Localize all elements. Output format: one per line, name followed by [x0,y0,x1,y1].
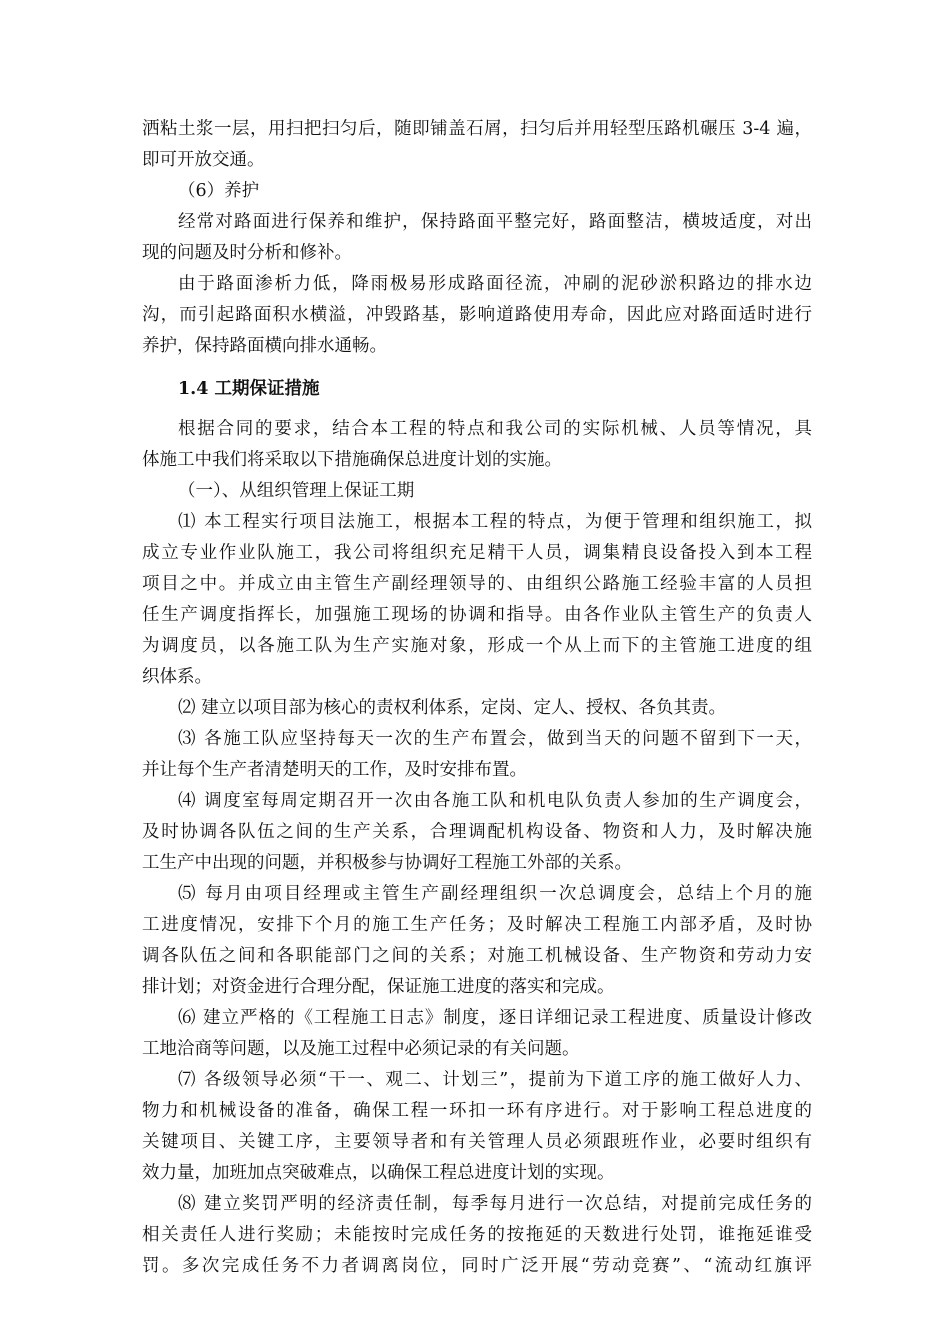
paragraph-line: ⑶ 各施工队应坚持每天一次的生产布置会，做到当天的问题不留到下一天， [178,729,812,749]
paragraph-line: 为调度员，以各施工队为生产实施对象，形成一个从上而下的主管施工进度的组 [142,636,812,656]
paragraph-line: （一）、从组织管理上保证工期 [178,481,415,501]
paragraph-line: 排计划；对资金进行合理分配，保证施工进度的落实和完成。 [142,977,615,997]
paragraph-line: 成立专业作业队施工，我公司将组织充足精干人员，调集精良设备投入到本工程 [142,543,812,563]
paragraph-line: 体施工中我们将采取以下措施确保总进度计划的实施。 [142,450,562,470]
paragraph-line: ⑷ 调度室每周定期召开一次由各施工队和机电队负责人参加的生产调度会， [178,791,812,811]
paragraph-line: ⑺ 各级领导必须“干一、观二、计划三”，提前为下道工序的施工做好人力、 [178,1070,812,1090]
section-heading: 1.4 工期保证措施 [178,379,320,399]
paragraph-line: 养护，保持路面横向排水通畅。 [142,336,387,356]
paragraph-line: ⑻ 建立奖罚严明的经济责任制，每季每月进行一次总结，对提前完成任务的 [178,1194,812,1214]
paragraph-line: 及时协调各队伍之间的生产关系，合理调配机构设备、物资和人力，及时解决施 [142,822,812,842]
document-body [142,114,812,1282]
paragraph-line: 项目之中。并成立由主管生产副经理领导的、由组织公路施工经验丰富的人员担 [142,574,812,594]
paragraph-line: 经常对路面进行保养和维护，保持路面平整完好，路面整洁，横坡适度，对出 [178,212,812,232]
paragraph-line: 相关责任人进行奖励；未能按时完成任务的按拖延的天数进行处罚，谁拖延谁受 [142,1225,812,1245]
paragraph-line: ⑵ 建立以项目部为核心的责权利体系，定岗、定人、授权、各负其责。 [178,698,727,718]
paragraph-line: 即可开放交通。 [142,150,265,170]
paragraph-line: （6）养护 [178,181,260,201]
paragraph-line: 罚。多次完成任务不力者调离岗位，同时广泛开展“劳动竞赛”、“流动红旗评 [142,1256,812,1276]
paragraph-line: 调各队伍之间和各职能部门之间的关系；对施工机械设备、生产物资和劳动力安 [142,946,812,966]
paragraph-line: 现的问题及时分析和修补。 [142,243,352,263]
paragraph-line: 沟，而引起路面积水横溢，冲毁路基，影响道路使用寿命，因此应对路面适时进行 [142,305,812,325]
paragraph-line: 并让每个生产者清楚明天的工作，及时安排布置。 [142,760,527,780]
paragraph-line: ⑹ 建立严格的《工程施工日志》制度，逐日详细记录工程进度、质量设计修改 [178,1008,812,1028]
paragraph-line: 根据合同的要求，结合本工程的特点和我公司的实际机械、人员等情况，具 [178,419,812,439]
paragraph-line: 由于路面渗析力低，降雨极易形成路面径流，冲刷的泥砂淤积路边的排水边 [178,274,812,294]
paragraph-line: 任生产调度指挥长，加强施工现场的协调和指导。由各作业队主管生产的负责人 [142,605,812,625]
paragraph-line: ⑴ 本工程实行项目法施工，根据本工程的特点，为便于管理和组织施工，拟 [178,512,812,532]
paragraph-line: 工生产中出现的问题，并积极参与协调好工程施工外部的关系。 [142,853,632,873]
paragraph-line: 洒粘土浆一层，用扫把扫匀后，随即铺盖石屑，扫匀后并用轻型压路机碾压 3-4 遍， [142,119,812,139]
paragraph-line: 物力和机械设备的准备，确保工程一环扣一环有序进行。对于影响工程总进度的 [142,1101,812,1121]
paragraph-line: ⑸ 每月由项目经理或主管生产副经理组织一次总调度会，总结上个月的施 [178,884,812,904]
paragraph-line: 关键项目、关键工序，主要领导者和有关管理人员必须跟班作业，必要时组织有 [142,1132,812,1152]
paragraph-line: 工地洽商等问题，以及施工过程中必须记录的有关问题。 [142,1039,580,1059]
paragraph-line: 工进度情况，安排下个月的施工生产任务；及时解决工程施工内部矛盾，及时协 [142,915,812,935]
paragraph-line: 效力量，加班加点突破难点，以确保工程总进度计划的实现。 [142,1163,615,1183]
paragraph-line: 织体系。 [142,667,212,687]
